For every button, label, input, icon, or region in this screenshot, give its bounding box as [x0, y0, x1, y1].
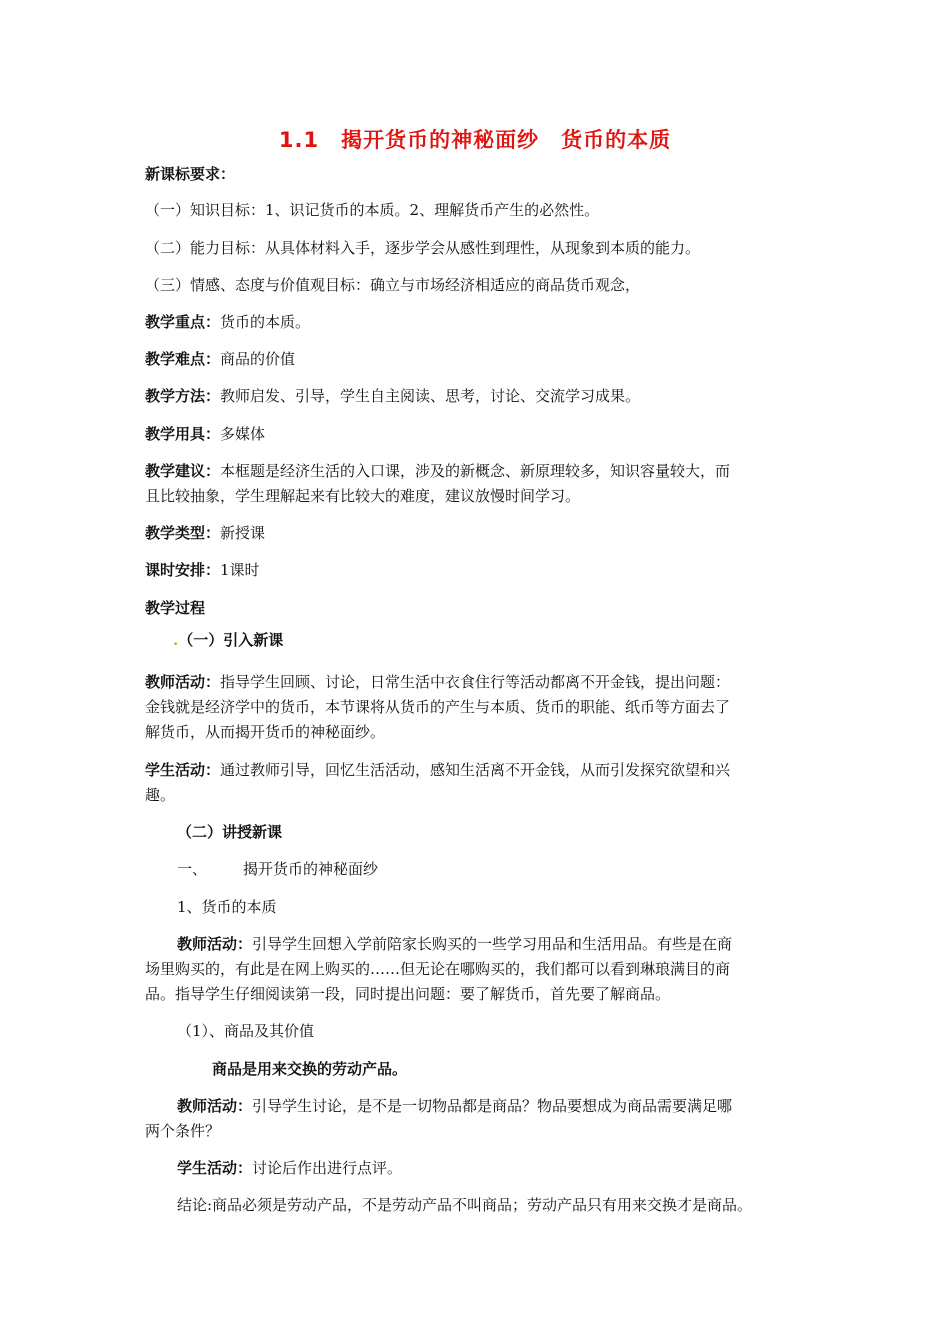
method-label: 教学方法：: [145, 387, 221, 405]
teacher-activity-3-label: 教师活动：: [177, 1097, 253, 1115]
teaching-tools: [145, 422, 825, 447]
student-activity-2: [177, 1156, 857, 1181]
part-one-text: 揭开货币的神秘面纱: [243, 860, 379, 878]
section-intro-text: （一）引入新课: [178, 631, 284, 649]
schedule: [145, 558, 825, 583]
schedule-label: 课时安排：: [145, 561, 221, 579]
suggestion-line1: 本框题是经济生活的入口课，涉及的新概念、新原理较多，知识容量较大，而: [220, 462, 731, 480]
teaching-suggestion: [145, 459, 825, 484]
part-one-number: 一、: [177, 860, 208, 878]
teacher-activity-2-line3: 品。指导学生仔细阅读第一段，同时提出问题：要了解货币，首先要了解商品。: [145, 985, 671, 1003]
teaching-method: [145, 384, 825, 409]
difficulty-label: 教学难点：: [145, 350, 221, 368]
commodity-definition: 商品是用来交换的劳动产品。: [212, 1060, 408, 1078]
section-intro-dot: .: [173, 631, 179, 649]
subsection-money-essence: 1、货币的本质: [177, 898, 277, 916]
part-one: [177, 857, 857, 882]
teacher-activity-3-line1: 引导学生讨论，是不是一切物品都是商品？物品要想成为商品需要满足哪: [252, 1097, 733, 1115]
key-point-text: 货币的本质。: [220, 313, 311, 331]
teacher-activity-2-label: 教师活动：: [177, 935, 253, 953]
student-activity-1: [145, 758, 825, 783]
process-heading: 教学过程: [145, 599, 206, 617]
suggestion-label: 教学建议：: [145, 462, 221, 480]
teacher-activity-1-line1: 指导学生回顾、讨论，日常生活中衣食住行等活动都离不开金钱，提出问题：: [220, 673, 731, 691]
suggestion-line2: 且比较抽象，学生理解起来有比较大的难度，建议放慢时间学习。: [145, 487, 581, 505]
lesson-type-label: 教学类型：: [145, 524, 221, 542]
tools-label: 教学用具：: [145, 425, 221, 443]
teacher-activity-2-line2: 场里购买的，有此是在网上购买的……但无论在哪购买的，我们都可以看到琳琅满目的商: [145, 960, 731, 978]
student-activity-1-label: 学生活动：: [145, 761, 221, 779]
teacher-activity-3: [177, 1094, 857, 1119]
student-activity-2-text: 讨论后作出进行点评。: [252, 1159, 403, 1177]
goal-attitude: （三）情感、态度与价值观目标：确立与市场经济相适应的商品货币观念，: [145, 276, 641, 294]
teacher-activity-1-line3: 解货币，从而揭开货币的神秘面纱。: [145, 723, 386, 741]
document-title: 1.1 揭开货币的神秘面纱 货币的本质: [278, 128, 672, 152]
requirements-heading: 新课标要求：: [145, 165, 236, 183]
teacher-activity-2: [177, 932, 857, 957]
teacher-activity-1: [145, 670, 825, 695]
goal-ability: （二）能力目标：从具体材料入手，逐步学会从感性到理性，从现象到本质的能力。: [145, 239, 701, 257]
difficulty-text: 商品的价值: [220, 350, 296, 368]
teacher-activity-3-line2: 两个条件？: [145, 1122, 221, 1140]
key-point-label: 教学重点：: [145, 313, 221, 331]
student-activity-2-label: 学生活动：: [177, 1159, 253, 1177]
lesson-type-text: 新授课: [220, 524, 266, 542]
student-activity-1-line1: 通过教师引导，回忆生活活动，感知生活离不开金钱，从而引发探究欲望和兴: [220, 761, 731, 779]
conclusion: 结论:商品必须是劳动产品，不是劳动产品不叫商品；劳动产品只有用来交换才是商品。: [177, 1196, 753, 1214]
section-intro: [173, 628, 853, 653]
difficulty: [145, 347, 825, 372]
subsection-commodity-value: （1）、商品及其价值: [177, 1022, 315, 1040]
goal-knowledge: （一）知识目标：1、识记货币的本质。2、理解货币产生的必然性。: [145, 201, 600, 219]
lesson-type: [145, 521, 825, 546]
section-lecture: （二）讲授新课: [177, 823, 283, 841]
teacher-activity-1-label: 教师活动：: [145, 673, 221, 691]
teacher-activity-2-line1: 引导学生回想入学前陪家长购买的一些学习用品和生活用品。有些是在商: [252, 935, 733, 953]
key-point: [145, 310, 825, 335]
schedule-text: 1课时: [220, 561, 260, 579]
method-text: 教师启发、引导，学生自主阅读、思考，讨论、交流学习成果。: [220, 387, 641, 405]
student-activity-1-line2: 趣。: [145, 786, 176, 804]
tools-text: 多媒体: [220, 425, 266, 443]
teacher-activity-1-line2: 金钱就是经济学中的货币，本节课将从货币的产生与本质、货币的职能、纸币等方面去了: [145, 698, 731, 716]
